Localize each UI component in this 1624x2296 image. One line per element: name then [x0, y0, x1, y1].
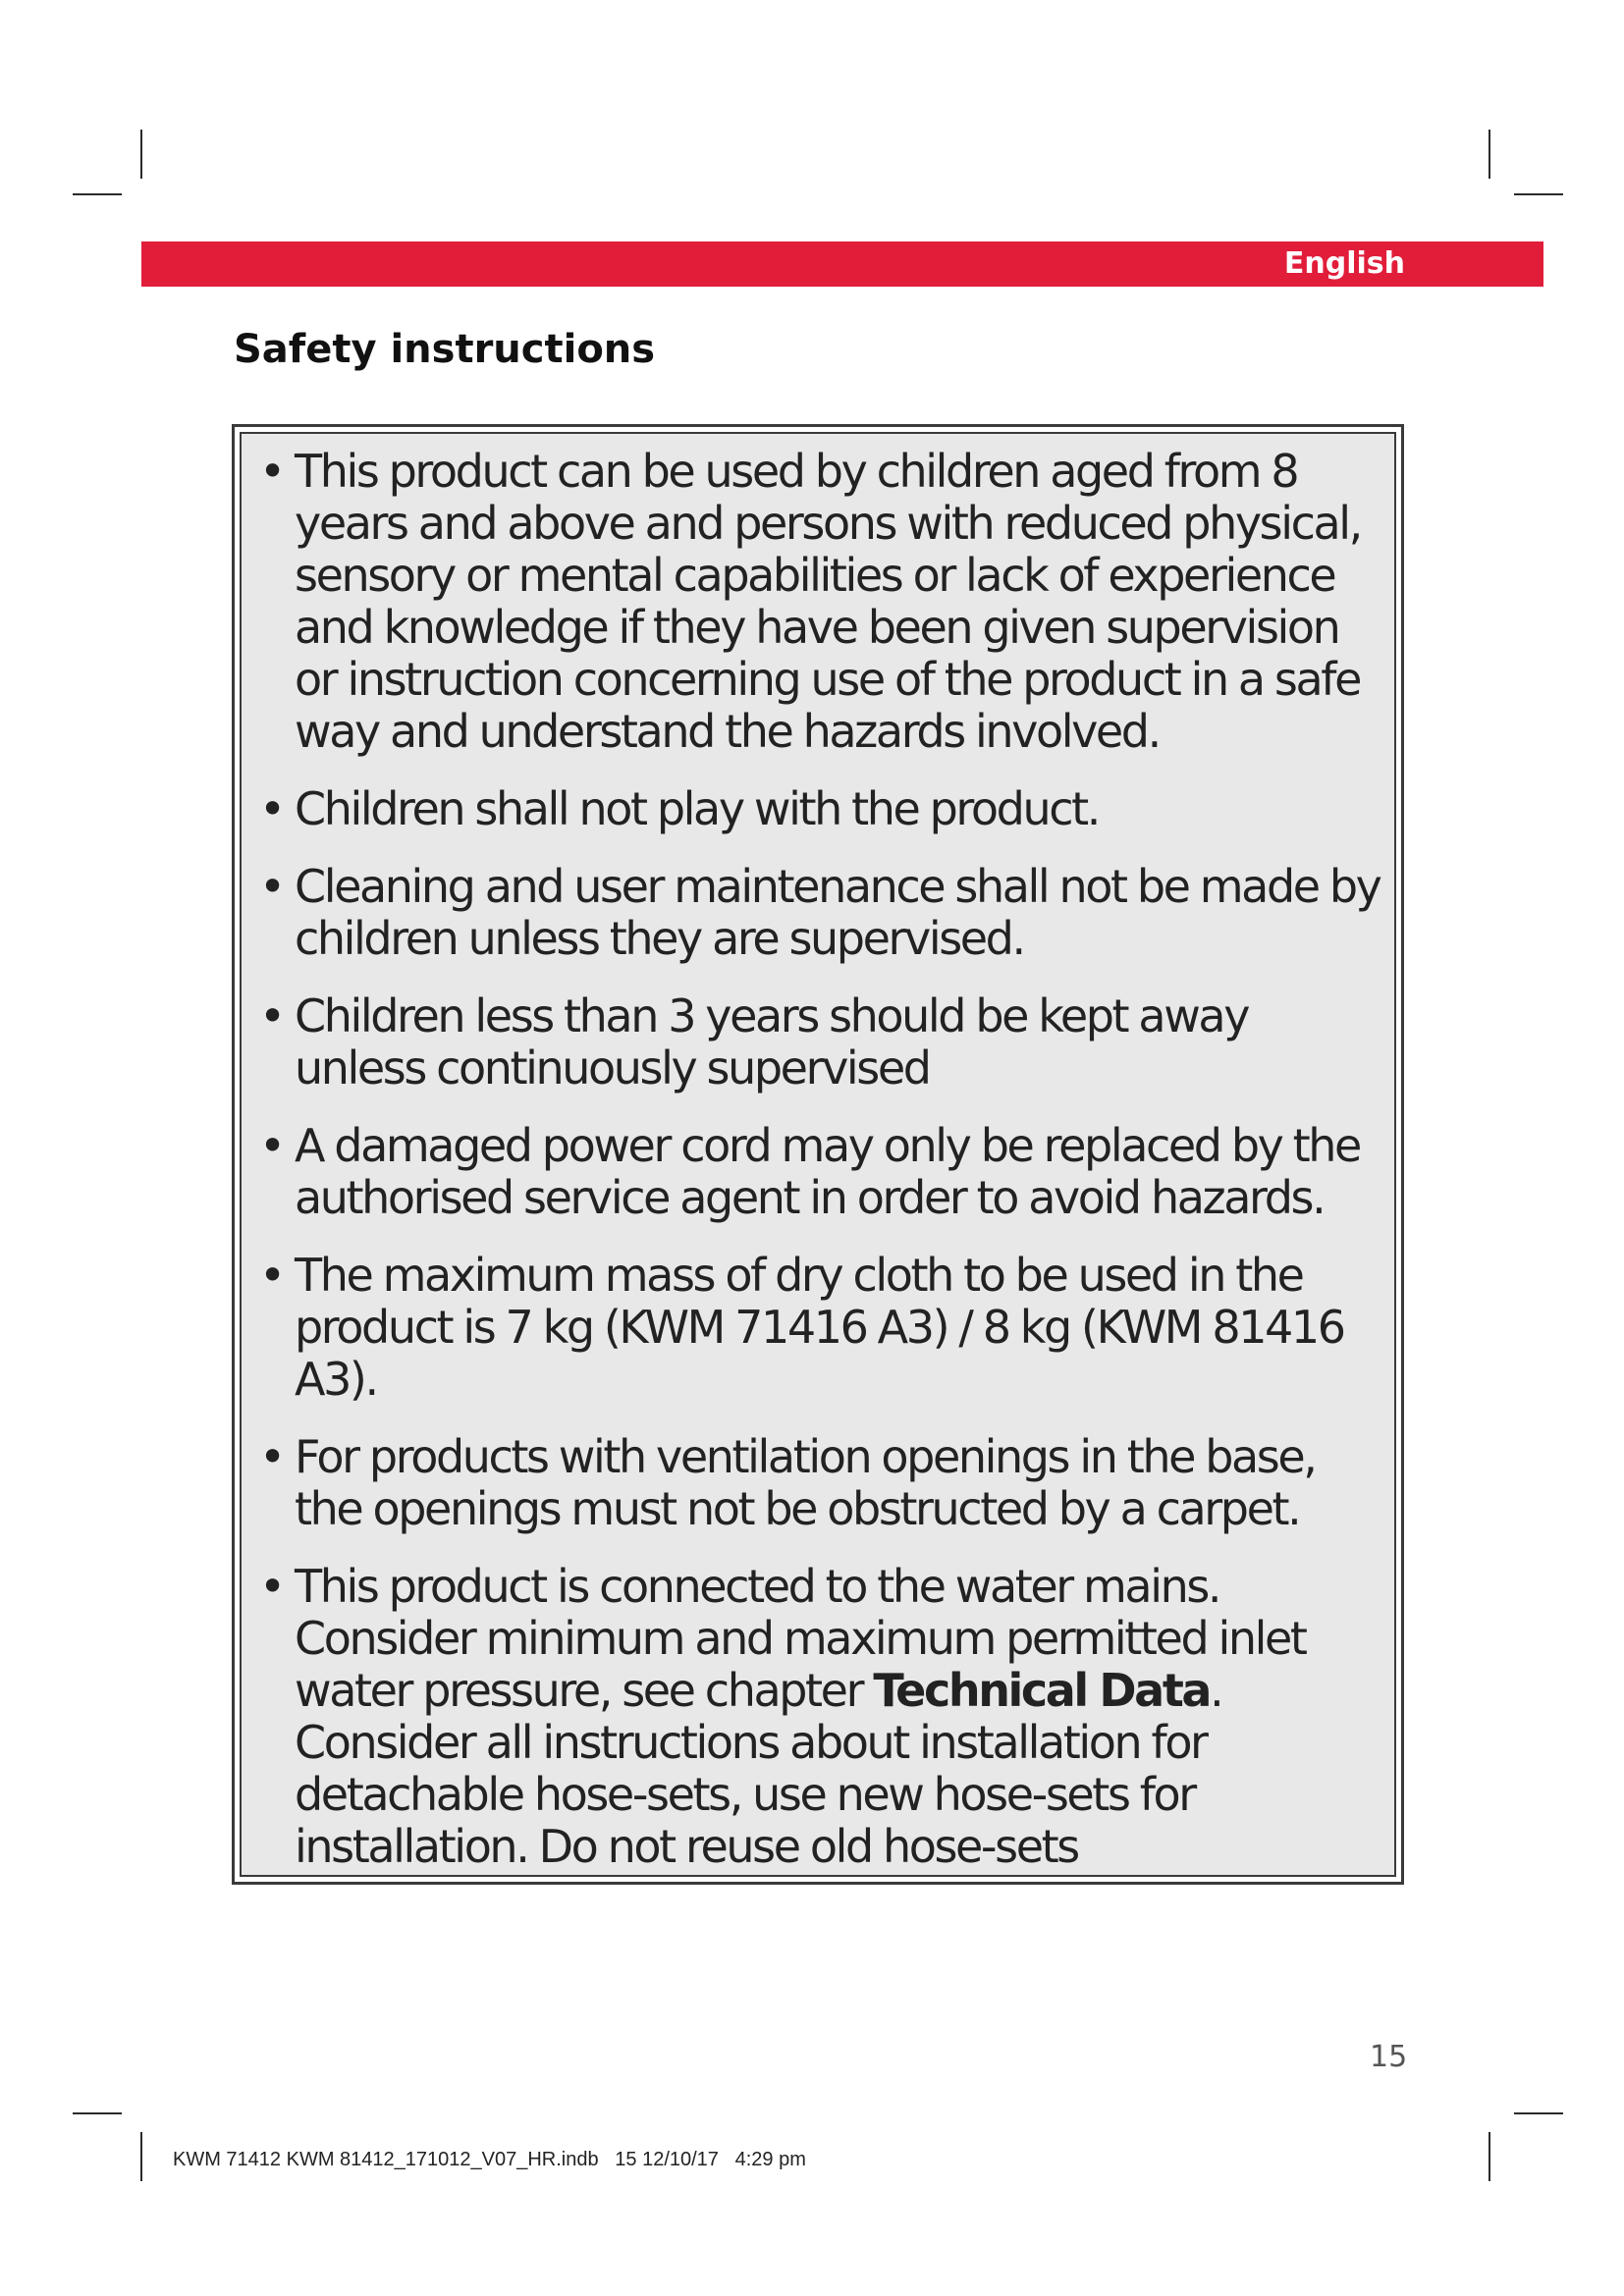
safety-item-no-play: • Children shall not play with the product. — [259, 783, 1384, 835]
crop-mark-top-right-vertical — [1489, 130, 1490, 179]
language-header-bar — [141, 241, 1543, 287]
safety-item-ventilation: • For products with ventilation openings in the base, the openings must not be obstructed by a carpet. — [259, 1431, 1384, 1535]
safety-instructions-box — [232, 424, 1404, 1885]
safety-instructions-list — [259, 446, 1384, 1898]
safety-item-water-mains — [259, 1561, 1384, 1873]
crop-mark-bottom-left-vertical — [140, 2132, 142, 2181]
crop-mark-bottom-left-horizontal — [73, 2112, 122, 2114]
print-file-info: KWM 71412 KWM 81412_171012_V07_HR.indb 15 12/10/17 4:29 pm — [173, 2149, 806, 2170]
crop-mark-top-left-vertical — [140, 130, 142, 179]
language-label: English — [1283, 246, 1405, 281]
safety-item-power-cord: • A damaged power cord may only be replaced by the authorised service agent in order to avoid hazards. — [259, 1120, 1384, 1224]
crop-mark-top-right-horizontal — [1514, 193, 1563, 195]
safety-item-under-3: • Children less than 3 years should be kept away unless continuously supervised — [259, 990, 1384, 1095]
crop-mark-top-left-horizontal — [73, 193, 122, 195]
crop-mark-bottom-right-vertical — [1489, 2132, 1490, 2181]
water-mains-text-before: This product is connected to the water mains. Consider minimum and maximum permitted inlet water pressure, see chapter — [295, 1560, 1306, 1717]
water-mains-text-after: . Consider all instructions about installation for detachable hose-sets, use new hose-sets for installation. Do not reuse old hose-sets — [295, 1664, 1222, 1873]
safety-item-supervision: • This product can be used by children aged from 8 years and above and persons with reduced physical, sensory or mental capabilities or lack of experience and knowledge if they have been given supervision or instruction concerning use of the product in a safe way and understand the hazards involved. — [259, 446, 1384, 758]
safety-item-cleaning: • Cleaning and user maintenance shall not be made by children unless they are supervised. — [259, 861, 1384, 965]
page-number: 15 — [1370, 2040, 1408, 2074]
section-title: Safety instructions — [234, 327, 656, 372]
technical-data-reference: Technical Data — [873, 1664, 1211, 1717]
crop-mark-bottom-right-horizontal — [1514, 2112, 1563, 2114]
safety-instructions-panel — [240, 432, 1396, 1877]
safety-item-max-load: • The maximum mass of dry cloth to be used in the product is 7 kg (KWM 71416 A3) / 8 kg (KWM 81416 A3). — [259, 1250, 1384, 1406]
